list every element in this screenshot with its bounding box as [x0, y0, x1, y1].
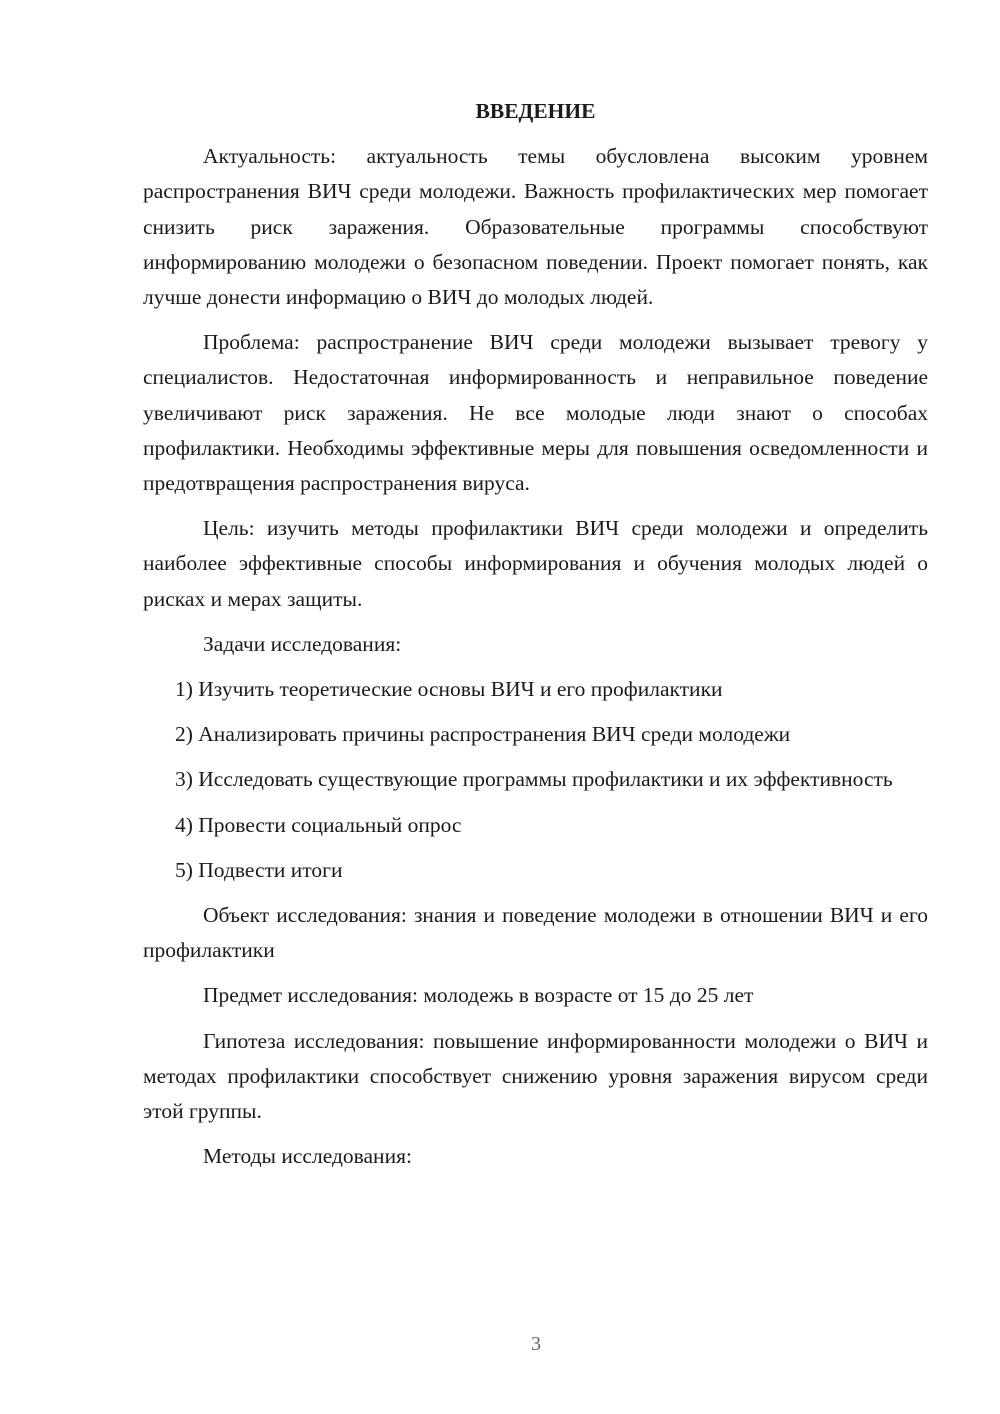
goal-paragraph: Цель: изучить методы профилактики ВИЧ среди молодежи и определить наиболее эффективные способы информирования и обучения молодых людей о рисках и мерах защиты. [143, 516, 928, 611]
object-paragraph: Объект исследования: знания и поведение молодежи в отношении ВИЧ и его профилактики [143, 903, 928, 963]
task-item-2: 2) Анализировать причины распространения ВИЧ среди молодежи [175, 722, 791, 747]
document-page [143, 94, 928, 1184]
subject-paragraph: Предмет исследования: молодежь в возрасте от 15 до 25 лет [203, 983, 754, 1008]
problem-paragraph: Проблема: распространение ВИЧ среди молодежи вызывает тревогу у специалистов. Недостаточная информированность и неправильное поведение увеличивают риск заражения. Не все молодые люди знают о способах профилактики. Необходимы эффективные меры для повышения осведомленности и предотвращения распространения вируса. [143, 330, 928, 496]
section-title: ВВЕДЕНИЕ [475, 99, 596, 123]
task-item-5: 5) Подвести итоги [175, 857, 343, 882]
hypothesis-paragraph: Гипотеза исследования: повышение информированности молодежи о ВИЧ и методах профилактики способствует снижению уровня заражения вирусом среди этой группы. [143, 1028, 928, 1124]
relevance-paragraph: Актуальность: актуальность темы обусловлена высоким уровнем распространения ВИЧ среди молодежи. Важность профилактических мер помогает снизить риск заражения. Образовательные программы способствуют информированию молодежи о безопасном поведении. Проект помогает понять, как лучше донести информацию о ВИЧ до молодых людей. [143, 144, 928, 310]
methods-heading: Методы исследования: [203, 1144, 412, 1169]
tasks-heading: Задачи исследования: [203, 631, 402, 656]
page-number: 3 [531, 1333, 541, 1355]
task-item-1: 1) Изучить теоретические основы ВИЧ и его профилактики [175, 677, 723, 702]
task-item-4: 4) Провести социальный опрос [175, 812, 462, 837]
task-item-3: 3) Исследовать существующие программы профилактики и их эффективность [175, 767, 893, 792]
